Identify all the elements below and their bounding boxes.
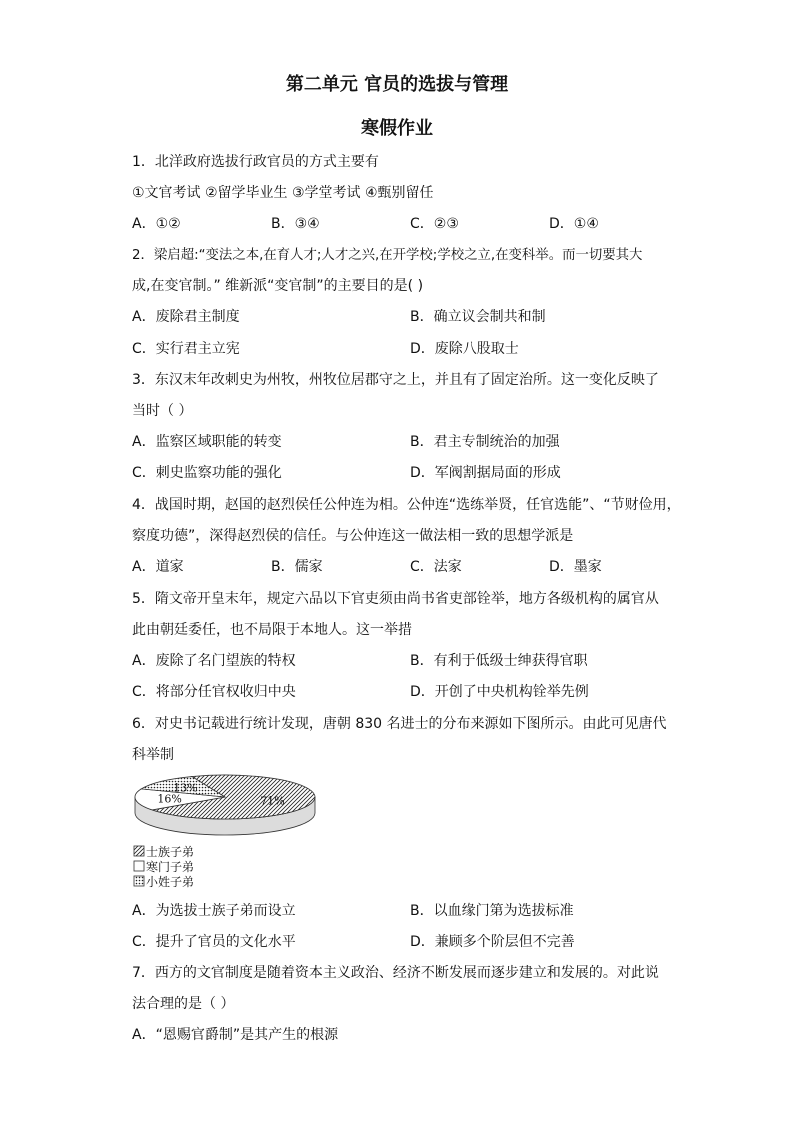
question-4-stem-line-2: 察度功德”，深得赵烈侯的信任。与公仲连这一做法相一致的思想学派是 — [132, 528, 574, 544]
question-4-option-b: B．儒家 — [271, 559, 323, 575]
question-3-stem-line-2: 当时（ ） — [132, 403, 193, 419]
question-5-stem-line-1: 5．隋文帝开皇末年，规定六品以下官吏须由尚书省吏部铨举，地方各级机构的属官从 — [132, 591, 659, 607]
question-1-option-c: C．②③ — [410, 216, 459, 232]
question-2-option-d: D．废除八股取士 — [410, 341, 519, 357]
page-title: 第二单元 官员的选拔与管理 — [285, 74, 509, 95]
question-3-option-d: D．军阀割据局面的形成 — [410, 465, 561, 481]
question-6-stem-line-2: 科举制 — [132, 747, 174, 763]
question-6-option-c: C．提升了官员的文化水平 — [132, 934, 296, 950]
pie-label-hanmen: 16% — [157, 792, 182, 806]
question-6-stem-line-1: 6．对史书记载进行统计发现，唐朝 830 名进士的分布来源如下图所示。由此可见唐代 — [132, 716, 667, 732]
question-1-option-d: D．①④ — [549, 216, 599, 232]
question-3-option-b: B．君主专制统治的加强 — [410, 434, 560, 450]
legend-item-hanmen-label: 寒门子弟 — [146, 860, 195, 874]
question-3-option-a: A．监察区域职能的转变 — [132, 434, 282, 450]
pie-label-xiaoxing: 13% — [173, 781, 198, 795]
question-6-option-a: A．为选拔士族子弟而设立 — [132, 903, 296, 919]
legend-item-shizu-swatch — [134, 846, 144, 856]
question-7-stem-line-2: 法合理的是（ ） — [132, 996, 235, 1012]
question-2-stem-line-2: 成,在变官制。” 维新派“变官制”的主要目的是( ) — [132, 278, 424, 294]
pie-label-shizu: 71% — [260, 794, 285, 808]
question-1-items: ①文官考试 ②留学毕业生 ③学堂考试 ④甄别留任 — [132, 185, 434, 201]
question-1-stem: 1．北洋政府选拔行政官员的方式主要有 — [132, 154, 379, 170]
question-6-option-d: D．兼顾多个阶层但不完善 — [410, 934, 575, 950]
question-4-option-d: D．墨家 — [549, 559, 602, 575]
question-5-option-c: C．将部分任官权收归中央 — [132, 684, 296, 700]
question-5-option-b: B．有利于低级士绅获得官职 — [410, 653, 588, 669]
question-2-option-a: A．废除君主制度 — [132, 309, 240, 325]
question-1-option-b: B．③④ — [271, 216, 320, 232]
question-4-stem-line-1: 4．战国时期，赵国的赵烈侯任公仲连为相。公仲连“选练举贤，任官选能”、“节财俭用， — [132, 497, 681, 513]
question-2-stem-line-1: 2．梁启超:“变法之本,在育人才;人才之兴,在开学校;学校之立,在变科举。而一切要其大 — [132, 248, 643, 263]
question-5-stem-line-2: 此由朝廷委任，也不局限于本地人。这一举措 — [132, 622, 412, 638]
question-2-option-c: C．实行君主立宪 — [132, 341, 240, 357]
question-4-option-a: A．道家 — [132, 559, 184, 575]
question-4-option-c: C．法家 — [410, 559, 462, 575]
question-1-option-a: A．①② — [132, 216, 181, 232]
legend-item-xiaoxing-swatch — [134, 876, 144, 886]
question-7-stem-line-1: 7．西方的文官制度是随着资本主义政治、经济不断发展而逐步建立和发展的。对此说 — [132, 965, 659, 981]
legend-item-xiaoxing-label: 小姓子弟 — [146, 875, 195, 889]
legend-item-shizu-label: 士族子弟 — [146, 845, 195, 859]
question-5-option-a: A．废除了名门望族的特权 — [132, 653, 296, 669]
question-6-option-b: B．以血缘门第为选拔标准 — [410, 903, 574, 919]
question-2-option-b: B．确立议会制共和制 — [410, 309, 546, 325]
pie-chart — [132, 768, 332, 892]
question-3-option-c: C．刺史监察功能的强化 — [132, 465, 282, 481]
page-subtitle: 寒假作业 — [361, 118, 433, 139]
question-7-option-a: A．“恩赐官爵制”是其产生的根源 — [132, 1027, 339, 1043]
legend-item-hanmen-swatch — [134, 861, 144, 871]
question-5-option-d: D．开创了中央机构铨举先例 — [410, 684, 589, 700]
question-3-stem-line-1: 3．东汉末年改刺史为州牧，州牧位居郡守之上，并且有了固定治所。这一变化反映了 — [132, 372, 659, 388]
